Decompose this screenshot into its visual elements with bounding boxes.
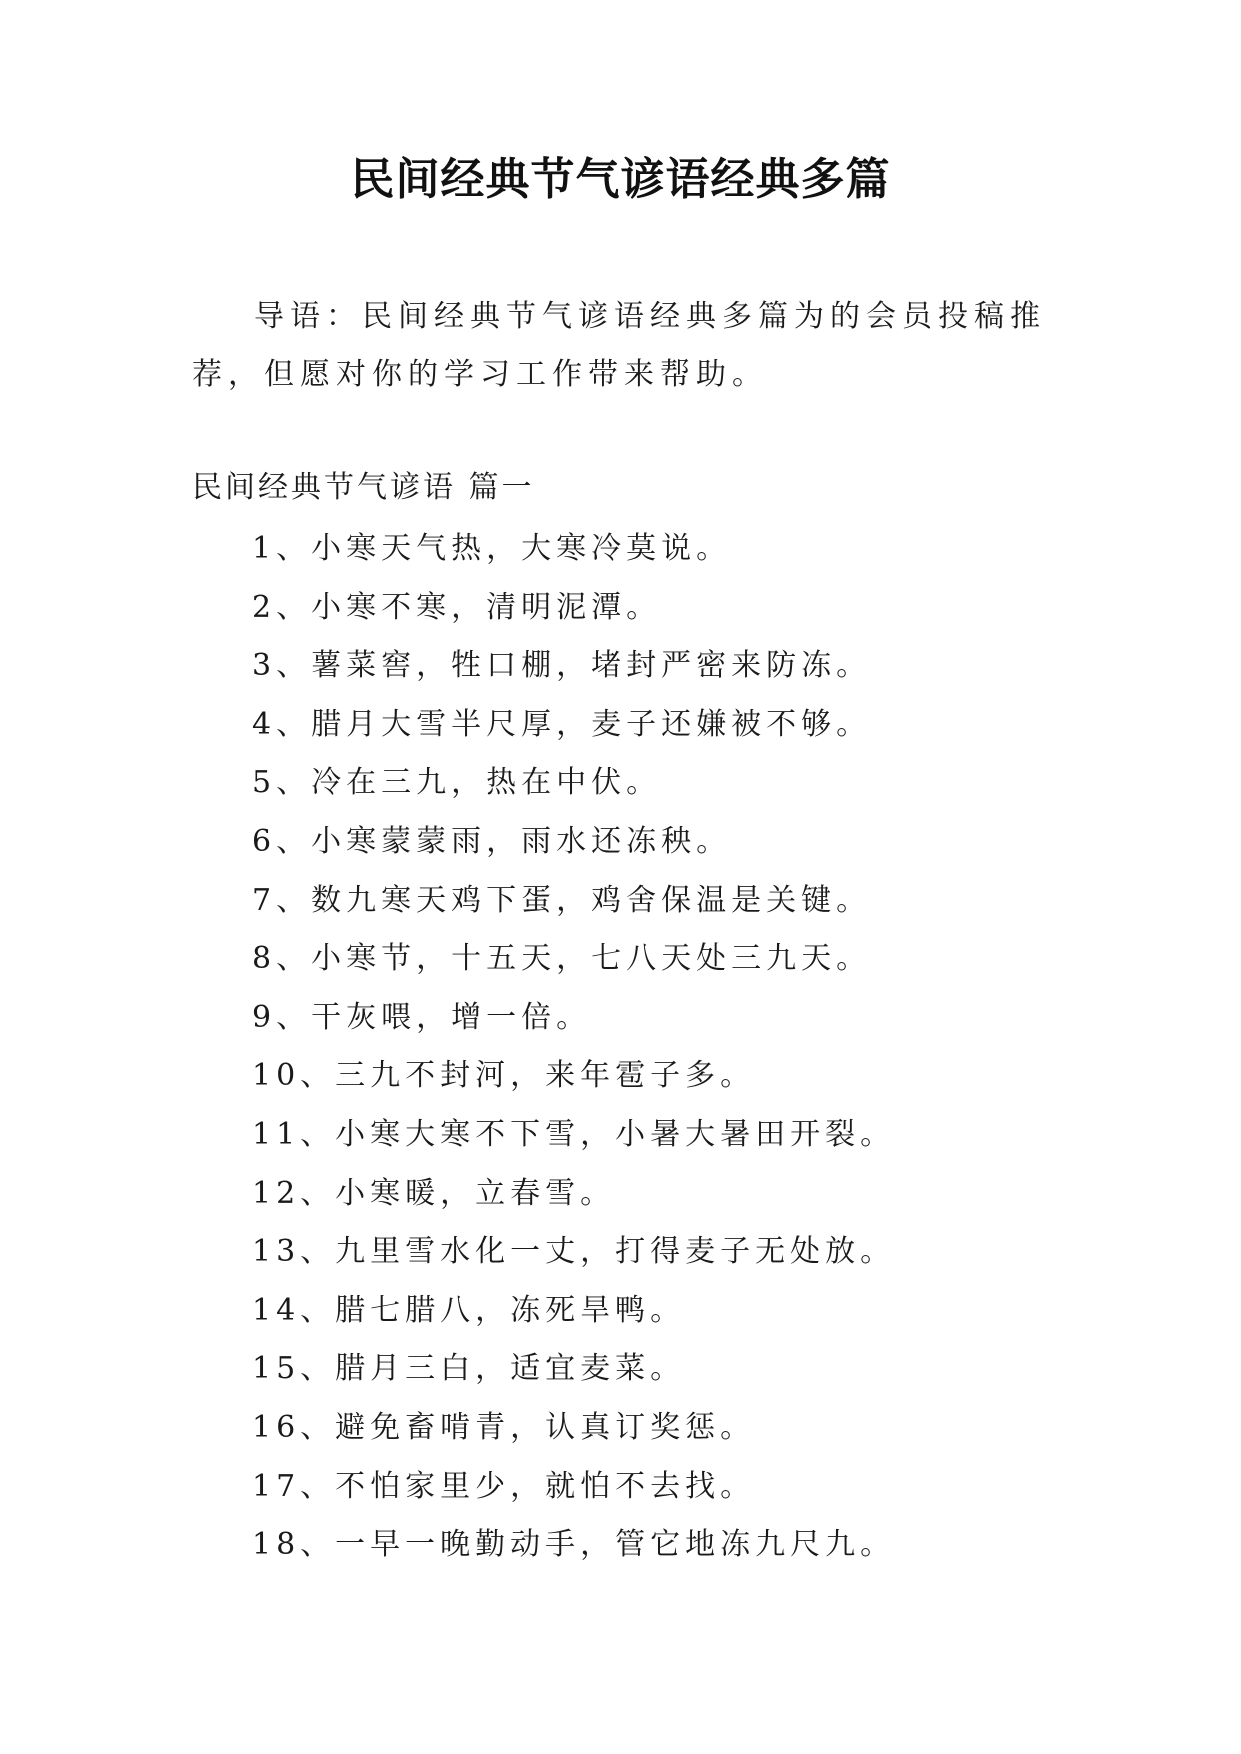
list-item: 2、小寒不寒，清明泥潭。 <box>252 589 662 625</box>
list-item: 15、腊月三白，适宜麦菜。 <box>252 1351 686 1387</box>
list-item: 14、腊七腊八，冻死旱鸭。 <box>252 1292 686 1328</box>
list-item: 16、避免畜啃青，认真订奖惩。 <box>252 1409 756 1445</box>
list-item: 7、数九寒天鸡下蛋，鸡舍保温是关键。 <box>252 882 872 918</box>
list-item: 3、薯菜窖，牲口棚，堵封严密来防冻。 <box>252 648 872 684</box>
list-item: 4、腊月大雪半尺厚，麦子还嫌被不够。 <box>252 706 872 742</box>
list-item: 6、小寒蒙蒙雨，雨水还冻秧。 <box>252 823 732 859</box>
page-title: 民间经典节气谚语经典多篇 <box>350 154 891 205</box>
section-heading: 民间经典节气谚语 篇一 <box>192 470 535 505</box>
intro-paragraph: 导语：民间经典节气谚语经典多篇为的会员投稿推荐，但愿对你的学习工作带来帮助。 <box>192 299 1046 392</box>
proverb-list <box>252 520 895 1575</box>
list-item: 1、小寒天气热，大寒冷莫说。 <box>252 531 732 566</box>
list-item: 13、九里雪水化一丈，打得麦子无处放。 <box>252 1234 896 1270</box>
list-item: 11、小寒大寒不下雪，小暑大暑田开裂。 <box>252 1116 896 1152</box>
list-item: 8、小寒节，十五天，七八天处三九天。 <box>252 941 872 977</box>
list-item: 5、冷在三九，热在中伏。 <box>252 765 662 801</box>
list-item: 18、一早一晚勤动手，管它地冻九尺九。 <box>252 1527 896 1563</box>
list-item: 12、小寒暖，立春雪。 <box>252 1175 616 1211</box>
list-item: 10、三九不封河，来年雹子多。 <box>252 1058 756 1094</box>
list-item: 17、不怕家里少，就怕不去找。 <box>252 1468 756 1504</box>
list-item: 9、干灰喂，增一倍。 <box>252 999 592 1035</box>
